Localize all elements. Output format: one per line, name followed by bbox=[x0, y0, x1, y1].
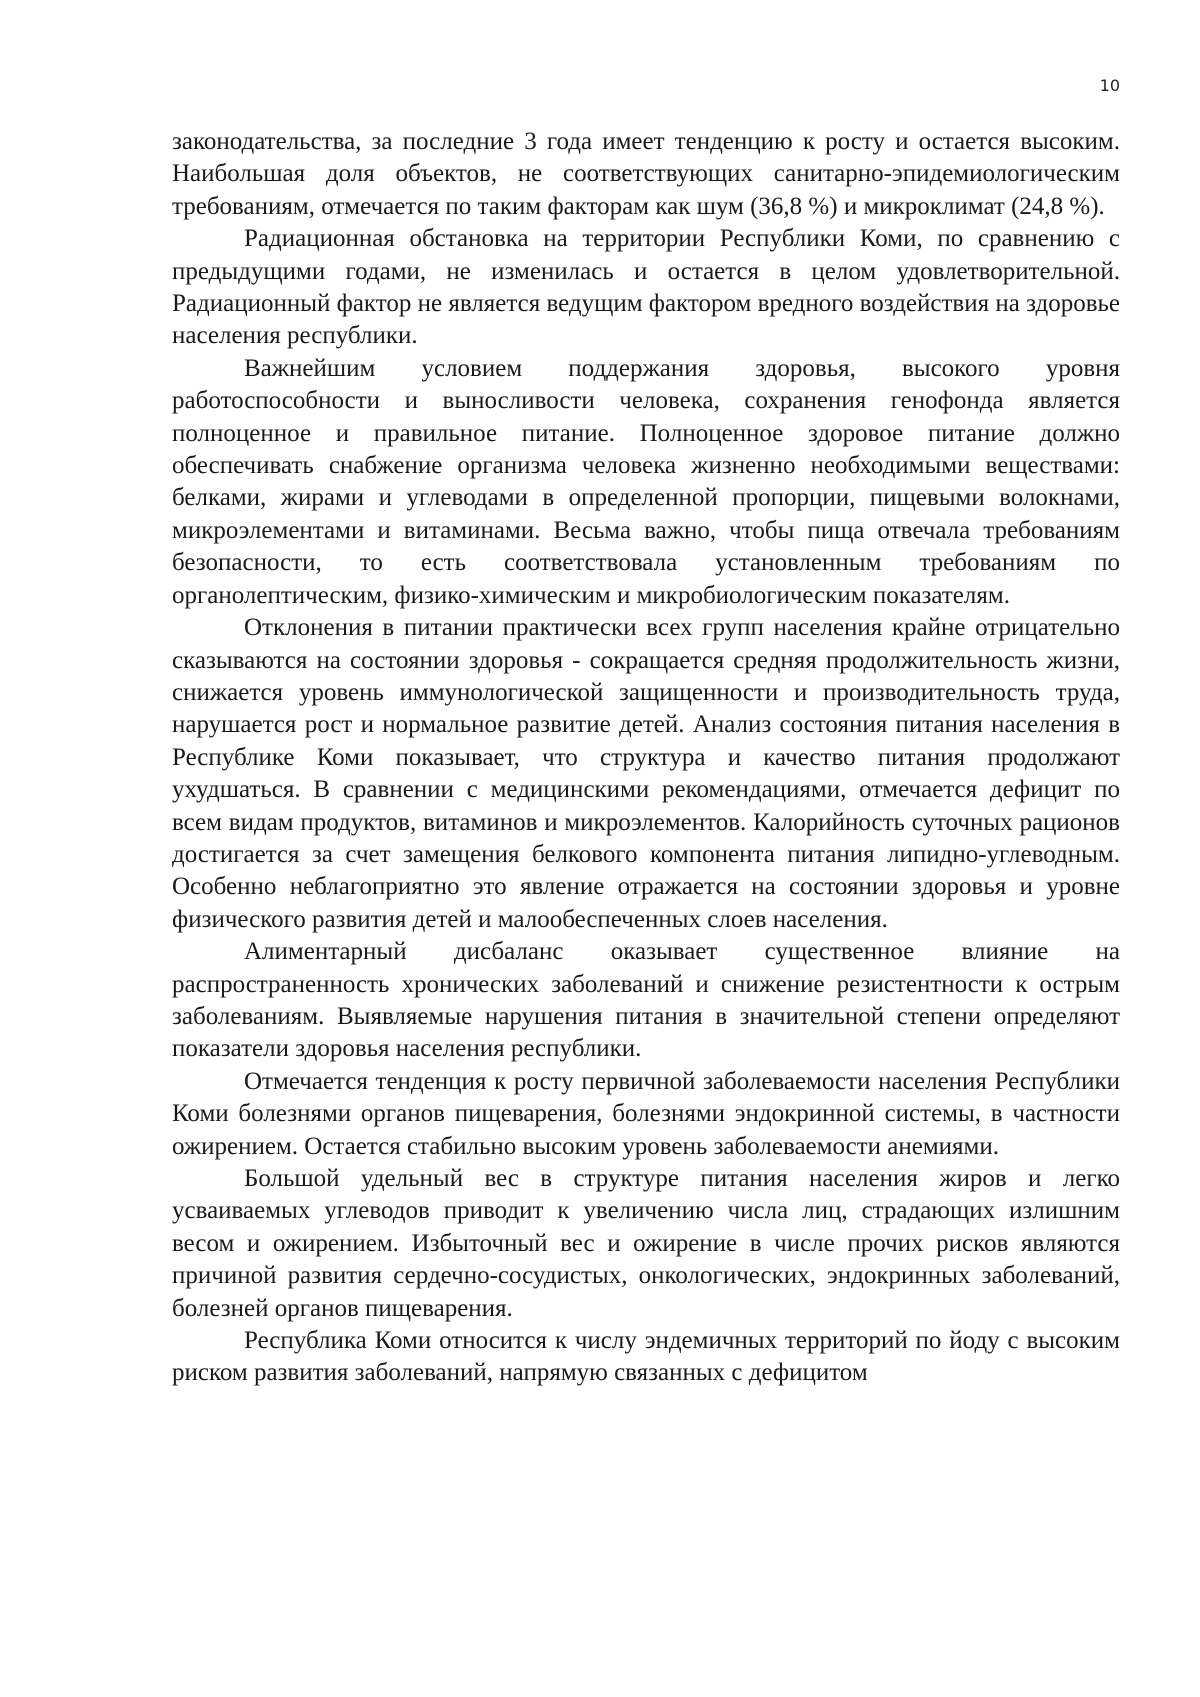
paragraph: Отмечается тенденция к росту первичной заболеваемости населения Республики Коми болезнями органов пищеварения, болезнями эндокринной системы, в частности ожирением. Остается стабильно высоким уровень заболеваемости анемиями. bbox=[172, 1067, 1120, 1160]
paragraph: Важнейшим условием поддержания здоровья, высокого уровня работоспособности и выносливости человека, сохранения генофонда является полноценное и правильное питание. Полноценное здоровое питание должно обеспечивать снабжение организма человека жизненно необходимыми веществами: белками, жирами и углеводами в определенной пропорции, пищевыми волокнами, микроэлементами и витаминами. Весьма важно, чтобы пища отвечала требованиям безопасности, то есть соответствовала установленным требованиям по органолептическим, физико-химическим и микробиологическим показателям. bbox=[172, 354, 1120, 609]
paragraph: Большой удельный вес в структуре питания населения жиров и легко усваиваемых углеводов приводит к увеличению числа лиц, страдающих излишним весом и ожирением. Избыточный вес и ожирение в числе прочих рисков являются причиной развития сердечно-сосудистых, онкологических, эндокринных заболеваний, болезней органов пищеварения. bbox=[172, 1165, 1120, 1322]
paragraph: Радиационная обстановка на территории Республики Коми, по сравнению с предыдущими годами, не изменилась и остается в целом удовлетворительной. Радиационный фактор не является ведущим фактором вредного воздействия на здоровье населения республики. bbox=[172, 225, 1121, 350]
paragraph: Алиментарный дисбаланс оказывает существенное влияние на распространенность хронических заболеваний и снижение резистентности к острым заболеваниям. Выявляемые нарушения питания в значительной степени определяют показатели здоровья населения республики. bbox=[172, 938, 1120, 1063]
page-number: 10 bbox=[1099, 76, 1120, 95]
body-text bbox=[172, 126, 1120, 1390]
paragraph: законодательства, за последние 3 года имеет тенденцию к росту и остается высоким. Наибольшая доля объектов, не соответствующих санитарно-эпидемиологическим требованиям, отмечается по таким факторам как шум (36,8 %) и микроклимат (24,8 %). bbox=[172, 128, 1120, 220]
paragraph: Республика Коми относится к числу эндемичных территорий по йоду с высоким риском развития заболеваний, напрямую связанных с дефицитом bbox=[172, 1327, 1120, 1387]
paragraph: Отклонения в питании практически всех групп населения крайне отрицательно сказываются на состоянии здоровья - сокращается средняя продолжительность жизни, снижается уровень иммунологической защищенности и производительность труда, нарушается рост и нормальное развитие детей. Анализ состояния питания населения в Республике Коми показывает, что структура и качество питания продолжают ухудшаться. В сравнении с медицинскими рекомендациями, отмечается дефицит по всем видам продуктов, витаминов и микроэлементов. Калорийность суточных рационов достигается за счет замещения белкового компонента питания липидно-углеводным. Особенно неблагоприятно это явление отражается на состоянии здоровья и уровне физического развития детей и малообеспеченных слоев населения. bbox=[172, 614, 1120, 933]
